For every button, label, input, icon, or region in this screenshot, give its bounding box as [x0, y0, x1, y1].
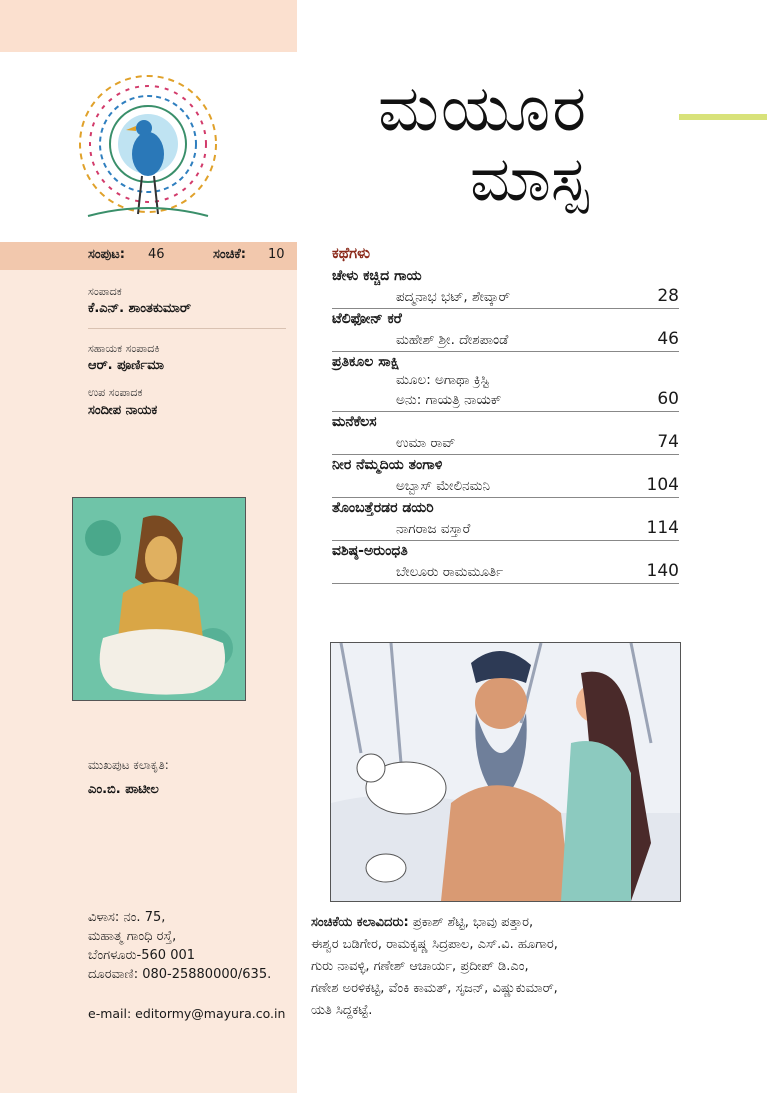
- toc-entry[interactable]: [332, 412, 679, 455]
- cover-artist-label: ಮುಖಪುಟ ಕಲಾಕೃತಿ:: [88, 758, 169, 772]
- address-line: ಬೆಂಗಳೂರು-560 001: [88, 948, 196, 963]
- story-author: ಬೇಲೂರು ರಾಮಮೂರ್ತಿ: [396, 564, 504, 580]
- phone-line: ದೂರವಾಣಿ: 080-25880000/635.: [88, 967, 272, 982]
- credits-label: ಸಂಚಿಕೆಯ ಕಲಾವಿದರು:: [311, 915, 409, 930]
- page-number: 74: [657, 432, 679, 452]
- toc-entry[interactable]: [332, 309, 679, 352]
- page-number: 46: [657, 329, 679, 349]
- story-title: ತೊಂಬತ್ತೆರಡರ ಡಯರಿ: [332, 500, 434, 516]
- story-author-line: [332, 388, 679, 411]
- deputy-editor-label: ಉಪ ಸಂಪಾದಕ: [88, 386, 143, 399]
- toc-entry[interactable]: [332, 352, 679, 412]
- story-author-line: [332, 560, 679, 583]
- story-title: ಟೆಲಿಫೋನ್ ಕರೆ: [332, 311, 402, 327]
- cover-artwork: [72, 497, 246, 701]
- address-line: ಮಹಾತ್ಮ ಗಾಂಧಿ ರಸ್ತೆ,: [88, 929, 177, 944]
- story-title: ಪ್ರತಿಕೂಲ ಸಾಕ್ಷಿ: [332, 354, 400, 370]
- story-original-author: ಮೂಲ: ಅಗಾಥಾ ಕ್ರಿಸ್ಟಿ: [396, 372, 489, 388]
- story-author-line: [332, 517, 679, 540]
- toc-entry[interactable]: [332, 266, 679, 309]
- credits-line: ಗುರು ನಾವಳ್ಳಿ, ಗಣೇಶ್ ಆಚಾರ್ಯ, ಪ್ರದೀಪ್ ಡಿ.ಎಂ,: [311, 959, 529, 974]
- address-line: ವಿಳಾಸ: ನಂ. 75,: [88, 910, 166, 925]
- assistant-editor-name: ಆರ್. ಪೂರ್ಣಿಮಾ: [88, 358, 165, 373]
- cover-artist-name: ಎಂ.ಬಿ. ಪಾಟೀಲ: [88, 782, 159, 797]
- issue-artists: [311, 912, 711, 1022]
- story-author-line: [332, 474, 679, 497]
- credits-text: ಪ್ರಕಾಶ್ ಶೆಟ್ಟಿ, ಭಾವು ಪತ್ತಾರ,: [412, 915, 534, 930]
- issue-label: ಸಂಚಿಕೆ:: [213, 247, 246, 262]
- deputy-editor-name: ಸಂದೀಪ ನಾಯಕ: [88, 403, 158, 418]
- credits-line: ಯತಿ ಸಿದ್ದಕಟ್ಟೆ.: [311, 1003, 373, 1018]
- address-block: [88, 908, 271, 984]
- page-number: 104: [646, 475, 679, 495]
- editor-name: ಕೆ.ಎನ್. ಶಾಂತಕುಮಾರ್: [88, 301, 191, 316]
- story-title: ಚೇಳು ಕಚ್ಚಿದ ಗಾಯ: [332, 268, 422, 284]
- editor-label: ಸಂಪಾದಕ: [88, 285, 122, 298]
- credits-line: [311, 912, 711, 934]
- story-author-orig: [332, 371, 679, 388]
- issue-value: 10: [268, 247, 285, 262]
- peacock-logo: [0, 52, 297, 242]
- volume-value: 46: [148, 247, 165, 262]
- masthead-title-line2: ಮಾಸ್ಪ: [470, 142, 589, 215]
- toc-entry[interactable]: [332, 498, 679, 541]
- volume-bar: [0, 242, 297, 270]
- story-author: ನಾಗರಾಜ ವಸ್ತಾರೆ: [396, 521, 471, 537]
- story-author-line: [332, 328, 679, 351]
- page-number: 60: [657, 389, 679, 409]
- volume-label: ಸಂಪುಟ:: [88, 247, 125, 262]
- accent-line: [679, 114, 767, 120]
- story-author: ಮಹೇಶ್ ಶ್ರೀ. ದೇಶಪಾಂಡೆ: [396, 332, 509, 348]
- credits-line: ಈಶ್ವರ ಬಡಿಗೇರ, ರಾಮಕೃಷ್ಣ ಸಿದ್ರಪಾಲ, ಎಸ್.ವಿ. ಹೂಗಾರ,: [311, 937, 558, 952]
- masthead-title-line1: ಮಯೂರ: [378, 72, 589, 146]
- table-of-contents: [332, 266, 679, 584]
- story-author-line: [332, 431, 679, 454]
- sidebar-top-band: [0, 0, 297, 52]
- story-author: ಅಬ್ಬಾಸ್ ಮೇಲಿನಮನಿ: [396, 478, 490, 494]
- story-author: ಅನು: ಗಾಯತ್ರಿ ನಾಯಕ್: [396, 392, 502, 408]
- toc-entry[interactable]: [332, 541, 679, 584]
- divider: [88, 328, 286, 329]
- page-number: 140: [646, 561, 679, 581]
- assistant-editor-label: ಸಹಾಯಕ ಸಂಪಾದಕಿ: [88, 342, 160, 355]
- page-number: 114: [646, 518, 679, 538]
- story-author: ಉಮಾ ರಾವ್: [396, 435, 456, 451]
- story-author-line: [332, 285, 679, 308]
- story-title: ವಶಿಷ್ಠ-ಅರುಂಧತಿ: [332, 543, 408, 559]
- credits-line: ಗಣೇಶ ಅರಳಿಕಟ್ಟಿ, ವೆಂಕಿ ಕಾಮತ್, ಸೃಜನ್, ವಿಷ್ಣುಕುಮಾರ್,: [311, 981, 558, 996]
- toc-heading: ಕಥೆಗಳು: [332, 244, 371, 262]
- story-illustration: [330, 642, 681, 902]
- peacock-icon: [0, 52, 297, 242]
- page-number: 28: [657, 286, 679, 306]
- story-author: ಪದ್ಮನಾಭ ಭಟ್, ಶೇವ್ಕಾರ್: [396, 289, 511, 305]
- toc-entry[interactable]: [332, 455, 679, 498]
- story-title: ನೀರ ನೆಮ್ಮದಿಯ ತಂಗಾಳಿ: [332, 457, 443, 473]
- email-address[interactable]: e-mail: editormy@mayura.co.in: [88, 1006, 286, 1021]
- story-title: ಮನೆಕೆಲಸ: [332, 414, 377, 430]
